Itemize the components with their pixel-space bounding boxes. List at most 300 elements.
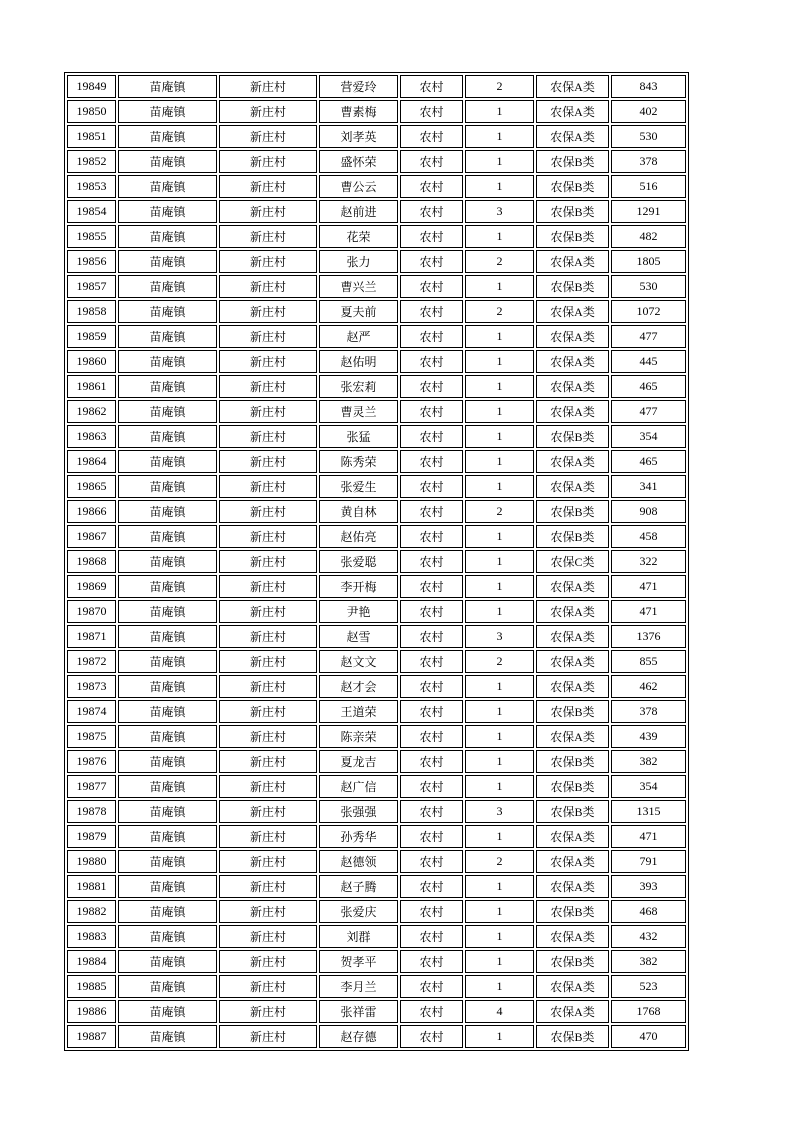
cell-name: 夏夫前 — [319, 300, 398, 323]
cell-name: 曹灵兰 — [319, 400, 398, 423]
table-row — [67, 200, 686, 223]
cell-serial-number: 19873 — [67, 675, 116, 698]
cell-household-type: 农村 — [400, 900, 463, 923]
cell-name: 王道荣 — [319, 700, 398, 723]
cell-name: 张力 — [319, 250, 398, 273]
cell-name: 赵文文 — [319, 650, 398, 673]
cell-name: 李月兰 — [319, 975, 398, 998]
cell-town: 苗庵镇 — [118, 950, 217, 973]
cell-person-count: 1 — [465, 125, 534, 148]
cell-town: 苗庵镇 — [118, 150, 217, 173]
cell-insurance-category: 农保A类 — [536, 250, 609, 273]
cell-name: 营爱玲 — [319, 75, 398, 98]
cell-name: 赵广信 — [319, 775, 398, 798]
cell-village: 新庄村 — [219, 625, 317, 648]
cell-household-type: 农村 — [400, 550, 463, 573]
cell-household-type: 农村 — [400, 125, 463, 148]
cell-amount: 843 — [611, 75, 686, 98]
cell-person-count: 2 — [465, 650, 534, 673]
cell-town: 苗庵镇 — [118, 900, 217, 923]
cell-person-count: 4 — [465, 1000, 534, 1023]
cell-serial-number: 19876 — [67, 750, 116, 773]
cell-household-type: 农村 — [400, 425, 463, 448]
cell-town: 苗庵镇 — [118, 350, 217, 373]
cell-village: 新庄村 — [219, 275, 317, 298]
table-row — [67, 175, 686, 198]
table-row — [67, 925, 686, 948]
table-row — [67, 300, 686, 323]
cell-amount: 341 — [611, 475, 686, 498]
table-row — [67, 575, 686, 598]
table-row — [67, 800, 686, 823]
cell-village: 新庄村 — [219, 150, 317, 173]
cell-person-count: 1 — [465, 950, 534, 973]
cell-village: 新庄村 — [219, 1025, 317, 1048]
cell-village: 新庄村 — [219, 125, 317, 148]
cell-town: 苗庵镇 — [118, 500, 217, 523]
cell-insurance-category: 农保A类 — [536, 675, 609, 698]
table-row — [67, 450, 686, 473]
cell-name: 孙秀华 — [319, 825, 398, 848]
cell-name: 张爱聪 — [319, 550, 398, 573]
cell-name: 赵才会 — [319, 675, 398, 698]
cell-household-type: 农村 — [400, 1000, 463, 1023]
cell-village: 新庄村 — [219, 575, 317, 598]
cell-insurance-category: 农保B类 — [536, 950, 609, 973]
cell-village: 新庄村 — [219, 700, 317, 723]
cell-town: 苗庵镇 — [118, 800, 217, 823]
cell-person-count: 3 — [465, 625, 534, 648]
cell-amount: 530 — [611, 125, 686, 148]
cell-town: 苗庵镇 — [118, 675, 217, 698]
cell-person-count: 1 — [465, 750, 534, 773]
cell-village: 新庄村 — [219, 1000, 317, 1023]
cell-insurance-category: 农保B类 — [536, 1025, 609, 1048]
cell-village: 新庄村 — [219, 250, 317, 273]
cell-person-count: 1 — [465, 150, 534, 173]
cell-insurance-category: 农保A类 — [536, 100, 609, 123]
table-row — [67, 675, 686, 698]
cell-village: 新庄村 — [219, 525, 317, 548]
cell-person-count: 2 — [465, 250, 534, 273]
cell-person-count: 1 — [465, 900, 534, 923]
cell-household-type: 农村 — [400, 825, 463, 848]
table-row — [67, 750, 686, 773]
cell-amount: 432 — [611, 925, 686, 948]
cell-person-count: 1 — [465, 425, 534, 448]
cell-insurance-category: 农保A类 — [536, 475, 609, 498]
cell-amount: 1376 — [611, 625, 686, 648]
cell-village: 新庄村 — [219, 550, 317, 573]
cell-insurance-category: 农保B类 — [536, 900, 609, 923]
cell-village: 新庄村 — [219, 175, 317, 198]
cell-serial-number: 19869 — [67, 575, 116, 598]
cell-serial-number: 19866 — [67, 500, 116, 523]
cell-insurance-category: 农保A类 — [536, 975, 609, 998]
cell-insurance-category: 农保A类 — [536, 375, 609, 398]
cell-serial-number: 19868 — [67, 550, 116, 573]
cell-serial-number: 19879 — [67, 825, 116, 848]
cell-town: 苗庵镇 — [118, 725, 217, 748]
cell-insurance-category: 农保A类 — [536, 575, 609, 598]
cell-household-type: 农村 — [400, 200, 463, 223]
table-row — [67, 225, 686, 248]
cell-insurance-category: 农保B类 — [536, 775, 609, 798]
cell-village: 新庄村 — [219, 100, 317, 123]
table-row — [67, 950, 686, 973]
cell-serial-number: 19853 — [67, 175, 116, 198]
cell-amount: 1291 — [611, 200, 686, 223]
cell-town: 苗庵镇 — [118, 400, 217, 423]
cell-person-count: 1 — [465, 700, 534, 723]
table-row — [67, 650, 686, 673]
cell-town: 苗庵镇 — [118, 550, 217, 573]
cell-amount: 458 — [611, 525, 686, 548]
cell-town: 苗庵镇 — [118, 100, 217, 123]
cell-serial-number: 19851 — [67, 125, 116, 148]
cell-serial-number: 19872 — [67, 650, 116, 673]
cell-serial-number: 19861 — [67, 375, 116, 398]
cell-village: 新庄村 — [219, 375, 317, 398]
cell-household-type: 农村 — [400, 325, 463, 348]
table-row — [67, 875, 686, 898]
cell-household-type: 农村 — [400, 500, 463, 523]
table-row — [67, 375, 686, 398]
cell-village: 新庄村 — [219, 800, 317, 823]
cell-name: 赵存德 — [319, 1025, 398, 1048]
cell-insurance-category: 农保B类 — [536, 150, 609, 173]
cell-village: 新庄村 — [219, 325, 317, 348]
cell-town: 苗庵镇 — [118, 1000, 217, 1023]
cell-household-type: 农村 — [400, 250, 463, 273]
table-row — [67, 325, 686, 348]
cell-insurance-category: 农保A类 — [536, 350, 609, 373]
cell-household-type: 农村 — [400, 875, 463, 898]
table-row — [67, 75, 686, 98]
cell-amount: 382 — [611, 950, 686, 973]
table-row — [67, 850, 686, 873]
cell-household-type: 农村 — [400, 100, 463, 123]
cell-village: 新庄村 — [219, 450, 317, 473]
cell-serial-number: 19883 — [67, 925, 116, 948]
cell-insurance-category: 农保A类 — [536, 1000, 609, 1023]
cell-name: 刘群 — [319, 925, 398, 948]
cell-insurance-category: 农保A类 — [536, 450, 609, 473]
cell-household-type: 农村 — [400, 725, 463, 748]
cell-household-type: 农村 — [400, 225, 463, 248]
cell-name: 赵子腾 — [319, 875, 398, 898]
table-row — [67, 150, 686, 173]
cell-name: 张猛 — [319, 425, 398, 448]
cell-person-count: 1 — [465, 600, 534, 623]
cell-person-count: 3 — [465, 200, 534, 223]
cell-name: 张强强 — [319, 800, 398, 823]
cell-amount: 477 — [611, 325, 686, 348]
cell-amount: 1315 — [611, 800, 686, 823]
cell-name: 陈秀荣 — [319, 450, 398, 473]
table-row — [67, 525, 686, 548]
cell-insurance-category: 农保A类 — [536, 825, 609, 848]
cell-town: 苗庵镇 — [118, 475, 217, 498]
cell-serial-number: 19852 — [67, 150, 116, 173]
cell-insurance-category: 农保B类 — [536, 225, 609, 248]
table-body — [67, 75, 686, 1048]
cell-amount: 378 — [611, 700, 686, 723]
cell-amount: 523 — [611, 975, 686, 998]
cell-name: 赵佑亮 — [319, 525, 398, 548]
cell-household-type: 农村 — [400, 600, 463, 623]
cell-town: 苗庵镇 — [118, 450, 217, 473]
cell-serial-number: 19854 — [67, 200, 116, 223]
table-row — [67, 500, 686, 523]
cell-village: 新庄村 — [219, 975, 317, 998]
cell-village: 新庄村 — [219, 75, 317, 98]
table-row — [67, 400, 686, 423]
cell-household-type: 农村 — [400, 850, 463, 873]
cell-town: 苗庵镇 — [118, 650, 217, 673]
cell-insurance-category: 农保A类 — [536, 875, 609, 898]
cell-household-type: 农村 — [400, 775, 463, 798]
cell-insurance-category: 农保A类 — [536, 300, 609, 323]
cell-household-type: 农村 — [400, 400, 463, 423]
cell-town: 苗庵镇 — [118, 975, 217, 998]
cell-serial-number: 19850 — [67, 100, 116, 123]
cell-household-type: 农村 — [400, 1025, 463, 1048]
cell-town: 苗庵镇 — [118, 275, 217, 298]
cell-amount: 477 — [611, 400, 686, 423]
cell-serial-number: 19864 — [67, 450, 116, 473]
cell-village: 新庄村 — [219, 425, 317, 448]
cell-serial-number: 19859 — [67, 325, 116, 348]
cell-serial-number: 19875 — [67, 725, 116, 748]
cell-person-count: 1 — [465, 175, 534, 198]
cell-name: 张宏莉 — [319, 375, 398, 398]
cell-town: 苗庵镇 — [118, 700, 217, 723]
cell-amount: 468 — [611, 900, 686, 923]
cell-serial-number: 19885 — [67, 975, 116, 998]
cell-household-type: 农村 — [400, 700, 463, 723]
cell-household-type: 农村 — [400, 350, 463, 373]
cell-amount: 402 — [611, 100, 686, 123]
cell-name: 张祥雷 — [319, 1000, 398, 1023]
cell-person-count: 1 — [465, 400, 534, 423]
cell-town: 苗庵镇 — [118, 1025, 217, 1048]
cell-amount: 516 — [611, 175, 686, 198]
cell-insurance-category: 农保A类 — [536, 925, 609, 948]
cell-household-type: 农村 — [400, 675, 463, 698]
cell-household-type: 农村 — [400, 575, 463, 598]
cell-household-type: 农村 — [400, 625, 463, 648]
cell-serial-number: 19849 — [67, 75, 116, 98]
cell-serial-number: 19870 — [67, 600, 116, 623]
cell-amount: 471 — [611, 825, 686, 848]
cell-person-count: 1 — [465, 325, 534, 348]
cell-town: 苗庵镇 — [118, 175, 217, 198]
cell-name: 赵德领 — [319, 850, 398, 873]
cell-name: 赵雪 — [319, 625, 398, 648]
cell-insurance-category: 农保A类 — [536, 325, 609, 348]
cell-name: 贺孝平 — [319, 950, 398, 973]
cell-town: 苗庵镇 — [118, 200, 217, 223]
cell-household-type: 农村 — [400, 450, 463, 473]
cell-insurance-category: 农保A类 — [536, 625, 609, 648]
table-row — [67, 1025, 686, 1048]
cell-serial-number: 19880 — [67, 850, 116, 873]
cell-person-count: 1 — [465, 675, 534, 698]
table-row — [67, 275, 686, 298]
cell-village: 新庄村 — [219, 725, 317, 748]
table-row — [67, 775, 686, 798]
cell-amount: 470 — [611, 1025, 686, 1048]
cell-amount: 382 — [611, 750, 686, 773]
cell-person-count: 2 — [465, 500, 534, 523]
cell-serial-number: 19886 — [67, 1000, 116, 1023]
table-row — [67, 700, 686, 723]
cell-insurance-category: 农保B类 — [536, 800, 609, 823]
cell-name: 陈亲荣 — [319, 725, 398, 748]
cell-village: 新庄村 — [219, 875, 317, 898]
cell-village: 新庄村 — [219, 225, 317, 248]
cell-insurance-category: 农保B类 — [536, 500, 609, 523]
cell-person-count: 1 — [465, 575, 534, 598]
table-row — [67, 550, 686, 573]
table-row — [67, 1000, 686, 1023]
cell-town: 苗庵镇 — [118, 300, 217, 323]
cell-serial-number: 19857 — [67, 275, 116, 298]
cell-serial-number: 19877 — [67, 775, 116, 798]
cell-name: 李开梅 — [319, 575, 398, 598]
cell-amount: 378 — [611, 150, 686, 173]
cell-household-type: 农村 — [400, 750, 463, 773]
cell-serial-number: 19855 — [67, 225, 116, 248]
cell-household-type: 农村 — [400, 925, 463, 948]
benefits-table — [64, 72, 689, 1051]
cell-insurance-category: 农保A类 — [536, 125, 609, 148]
cell-insurance-category: 农保B类 — [536, 425, 609, 448]
cell-amount: 445 — [611, 350, 686, 373]
cell-town: 苗庵镇 — [118, 850, 217, 873]
cell-village: 新庄村 — [219, 675, 317, 698]
table-row — [67, 975, 686, 998]
cell-household-type: 农村 — [400, 75, 463, 98]
cell-village: 新庄村 — [219, 950, 317, 973]
table-row — [67, 825, 686, 848]
cell-household-type: 农村 — [400, 375, 463, 398]
cell-amount: 354 — [611, 425, 686, 448]
table-row — [67, 250, 686, 273]
cell-person-count: 1 — [465, 875, 534, 898]
cell-household-type: 农村 — [400, 475, 463, 498]
cell-person-count: 1 — [465, 975, 534, 998]
cell-household-type: 农村 — [400, 650, 463, 673]
cell-amount: 393 — [611, 875, 686, 898]
cell-town: 苗庵镇 — [118, 425, 217, 448]
cell-amount: 1768 — [611, 1000, 686, 1023]
cell-amount: 465 — [611, 375, 686, 398]
cell-serial-number: 19878 — [67, 800, 116, 823]
cell-town: 苗庵镇 — [118, 575, 217, 598]
table-row — [67, 100, 686, 123]
cell-name: 尹艳 — [319, 600, 398, 623]
cell-person-count: 1 — [465, 225, 534, 248]
cell-serial-number: 19874 — [67, 700, 116, 723]
cell-person-count: 1 — [465, 275, 534, 298]
cell-town: 苗庵镇 — [118, 825, 217, 848]
cell-person-count: 1 — [465, 450, 534, 473]
cell-insurance-category: 农保A类 — [536, 75, 609, 98]
cell-serial-number: 19865 — [67, 475, 116, 498]
cell-name: 曹兴兰 — [319, 275, 398, 298]
cell-name: 刘孝英 — [319, 125, 398, 148]
cell-household-type: 农村 — [400, 300, 463, 323]
cell-name: 张爱庆 — [319, 900, 398, 923]
cell-village: 新庄村 — [219, 475, 317, 498]
cell-village: 新庄村 — [219, 500, 317, 523]
cell-amount: 471 — [611, 575, 686, 598]
cell-village: 新庄村 — [219, 400, 317, 423]
cell-person-count: 1 — [465, 525, 534, 548]
cell-serial-number: 19856 — [67, 250, 116, 273]
cell-serial-number: 19858 — [67, 300, 116, 323]
cell-name: 赵前进 — [319, 200, 398, 223]
cell-insurance-category: 农保A类 — [536, 650, 609, 673]
cell-person-count: 1 — [465, 725, 534, 748]
cell-town: 苗庵镇 — [118, 325, 217, 348]
table-row — [67, 600, 686, 623]
cell-town: 苗庵镇 — [118, 875, 217, 898]
cell-village: 新庄村 — [219, 650, 317, 673]
table-row — [67, 625, 686, 648]
cell-town: 苗庵镇 — [118, 525, 217, 548]
cell-household-type: 农村 — [400, 975, 463, 998]
cell-name: 赵严 — [319, 325, 398, 348]
cell-name: 张爱生 — [319, 475, 398, 498]
cell-name: 曹素梅 — [319, 100, 398, 123]
cell-village: 新庄村 — [219, 850, 317, 873]
table-row — [67, 350, 686, 373]
cell-village: 新庄村 — [219, 350, 317, 373]
cell-person-count: 3 — [465, 800, 534, 823]
cell-insurance-category: 农保B类 — [536, 700, 609, 723]
cell-person-count: 2 — [465, 300, 534, 323]
cell-village: 新庄村 — [219, 825, 317, 848]
cell-amount: 1072 — [611, 300, 686, 323]
cell-village: 新庄村 — [219, 900, 317, 923]
cell-town: 苗庵镇 — [118, 250, 217, 273]
cell-amount: 322 — [611, 550, 686, 573]
cell-person-count: 1 — [465, 825, 534, 848]
cell-amount: 462 — [611, 675, 686, 698]
cell-insurance-category: 农保B类 — [536, 175, 609, 198]
cell-insurance-category: 农保A类 — [536, 725, 609, 748]
cell-household-type: 农村 — [400, 175, 463, 198]
cell-person-count: 1 — [465, 1025, 534, 1048]
cell-village: 新庄村 — [219, 200, 317, 223]
cell-name: 赵佑明 — [319, 350, 398, 373]
cell-town: 苗庵镇 — [118, 125, 217, 148]
cell-insurance-category: 农保C类 — [536, 550, 609, 573]
cell-serial-number: 19860 — [67, 350, 116, 373]
cell-insurance-category: 农保B类 — [536, 525, 609, 548]
cell-town: 苗庵镇 — [118, 375, 217, 398]
cell-person-count: 1 — [465, 475, 534, 498]
cell-person-count: 1 — [465, 925, 534, 948]
cell-insurance-category: 农保B类 — [536, 275, 609, 298]
cell-name: 曹公云 — [319, 175, 398, 198]
cell-person-count: 1 — [465, 350, 534, 373]
cell-town: 苗庵镇 — [118, 750, 217, 773]
cell-amount: 791 — [611, 850, 686, 873]
